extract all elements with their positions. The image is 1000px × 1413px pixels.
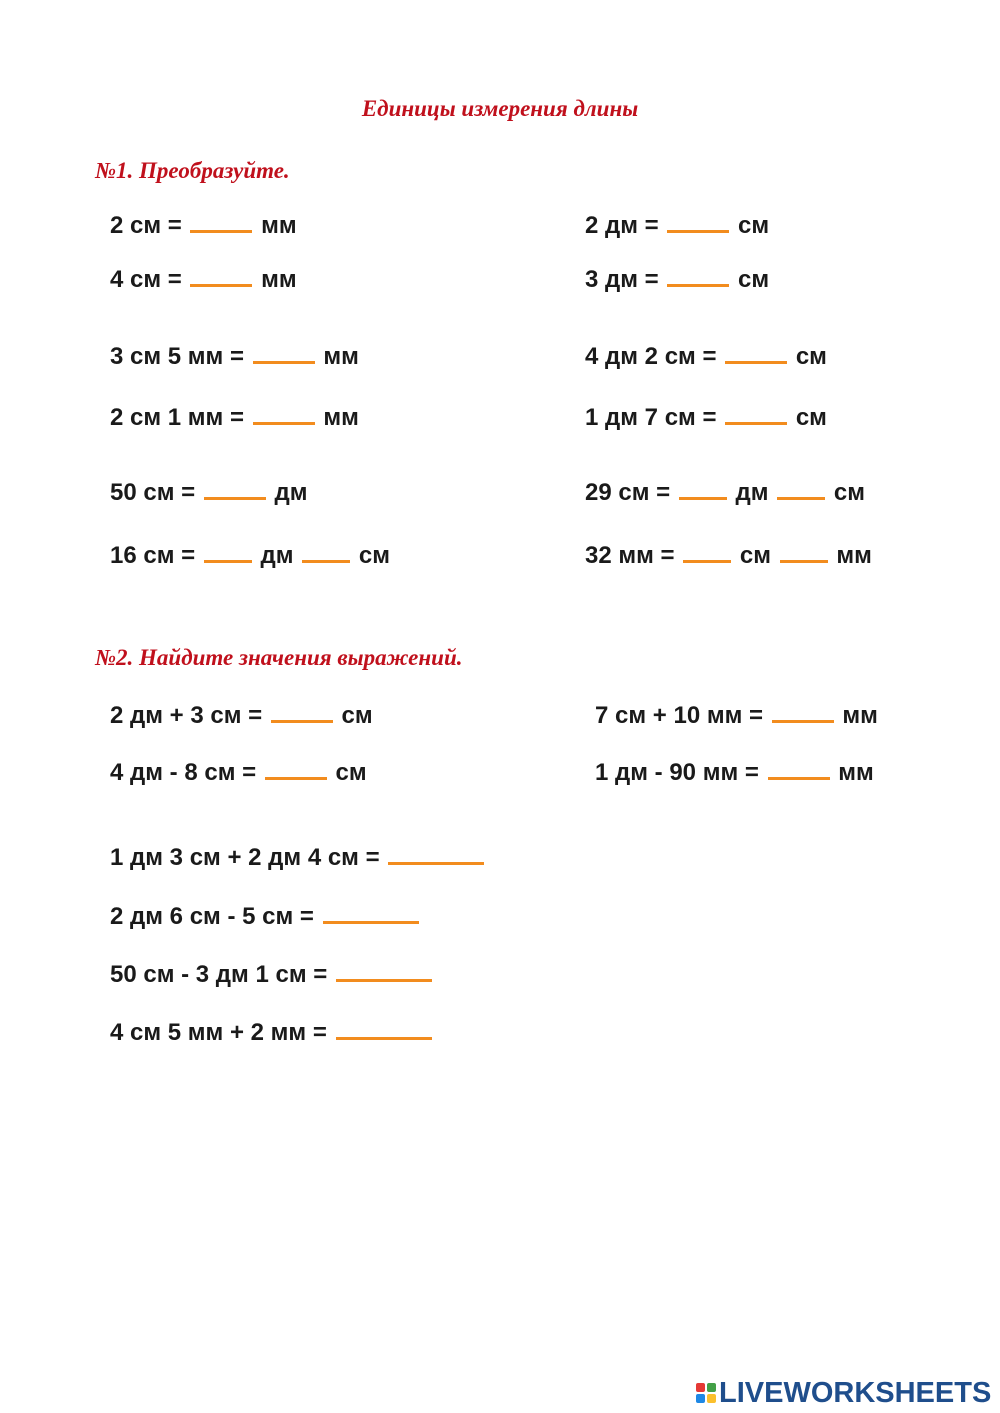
answer-blank[interactable] — [667, 208, 729, 233]
unit-label: мм — [323, 404, 359, 431]
section-2-heading: №2. Найдите значения выражений. — [95, 645, 463, 670]
expression-text: 3 дм = — [585, 266, 659, 293]
unit-label: см — [335, 759, 367, 786]
exercise-row — [110, 400, 359, 430]
unit-label: см — [833, 479, 865, 506]
expression-text: 2 дм = — [585, 212, 659, 239]
expression-text: 4 см 5 мм + 2 мм = — [110, 1019, 327, 1046]
exercise-row — [110, 840, 486, 870]
exercise-row — [595, 755, 874, 785]
unit-label: мм — [261, 266, 297, 293]
expression-text: 29 см = — [585, 479, 671, 506]
exercise-row — [110, 262, 297, 292]
unit-label: мм — [836, 542, 872, 569]
exercise-row — [585, 400, 827, 430]
logo-text: LIVEWORKSHEETS — [719, 1376, 992, 1409]
unit-label: дм — [260, 542, 294, 569]
exercise-row — [110, 698, 373, 728]
unit-label: см — [341, 702, 373, 729]
answer-blank[interactable] — [683, 538, 731, 563]
answer-blank[interactable] — [265, 755, 327, 780]
unit-label: см — [739, 542, 772, 569]
page-title: Единицы измерения длины — [361, 96, 639, 121]
exercise-row — [110, 755, 367, 785]
answer-blank[interactable] — [725, 339, 787, 364]
liveworksheets-logo — [696, 1376, 991, 1410]
expression-text: 50 см = — [110, 479, 196, 506]
answer-blank[interactable] — [667, 262, 729, 287]
exercise-row — [110, 475, 308, 505]
exercise-row — [585, 262, 769, 292]
unit-label: дм — [274, 479, 308, 506]
answer-blank[interactable] — [302, 538, 350, 563]
answer-blank[interactable] — [204, 538, 252, 563]
unit-label: см — [795, 343, 827, 370]
expression-text: 2 см = — [110, 212, 182, 239]
answer-blank[interactable] — [768, 755, 830, 780]
expression-text: 4 дм - 8 см = — [110, 759, 257, 786]
expression-text: 2 см 1 мм = — [110, 404, 244, 431]
exercise-row — [585, 475, 865, 505]
answer-blank[interactable] — [725, 400, 787, 425]
answer-blank[interactable] — [777, 475, 825, 500]
answer-blank[interactable] — [253, 400, 315, 425]
exercise-row — [110, 339, 359, 369]
answer-blank[interactable] — [780, 538, 828, 563]
answer-blank[interactable] — [190, 262, 252, 287]
unit-label: мм — [838, 759, 874, 786]
expression-text: 16 см = — [110, 542, 196, 569]
answer-blank[interactable] — [772, 698, 834, 723]
answer-blank[interactable] — [204, 475, 266, 500]
unit-label: дм — [735, 479, 769, 506]
expression-text: 2 дм + 3 см = — [110, 702, 263, 729]
answer-blank[interactable] — [271, 698, 333, 723]
expression-text: 50 см - 3 дм 1 см = — [110, 961, 328, 988]
exercise-row — [110, 899, 421, 929]
expression-text: 7 см + 10 мм = — [595, 702, 764, 729]
exercise-row — [110, 208, 297, 238]
expression-text: 32 мм = — [585, 542, 675, 569]
unit-label: мм — [323, 343, 359, 370]
answer-blank[interactable] — [679, 475, 727, 500]
answer-blank[interactable] — [336, 1015, 432, 1040]
unit-label: см — [795, 404, 827, 431]
expression-text: 2 дм 6 см - 5 см = — [110, 903, 314, 930]
answer-blank[interactable] — [190, 208, 252, 233]
unit-label: см — [738, 212, 770, 239]
answer-blank[interactable] — [323, 899, 419, 924]
expression-text: 4 см = — [110, 266, 182, 293]
exercise-row — [110, 1015, 434, 1045]
expression-text: 1 дм 3 см + 2 дм 4 см = — [110, 844, 380, 871]
section-1-heading: №1. Преобразуйте. — [95, 158, 290, 183]
unit-label: мм — [261, 212, 297, 239]
answer-blank[interactable] — [336, 957, 432, 982]
logo-mark-icon — [696, 1383, 716, 1403]
exercise-row — [585, 538, 872, 568]
exercise-row — [110, 538, 390, 568]
expression-text: 3 см 5 мм = — [110, 343, 244, 370]
unit-label: см — [358, 542, 390, 569]
exercise-row — [585, 339, 827, 369]
answer-blank[interactable] — [388, 840, 484, 865]
unit-label: см — [738, 266, 770, 293]
exercise-row — [595, 698, 878, 728]
expression-text: 1 дм - 90 мм = — [595, 759, 759, 786]
answer-blank[interactable] — [253, 339, 315, 364]
expression-text: 1 дм 7 см = — [585, 404, 717, 431]
exercise-row — [110, 957, 434, 987]
unit-label: мм — [842, 702, 878, 729]
exercise-row — [585, 208, 769, 238]
expression-text: 4 дм 2 см = — [585, 343, 717, 370]
